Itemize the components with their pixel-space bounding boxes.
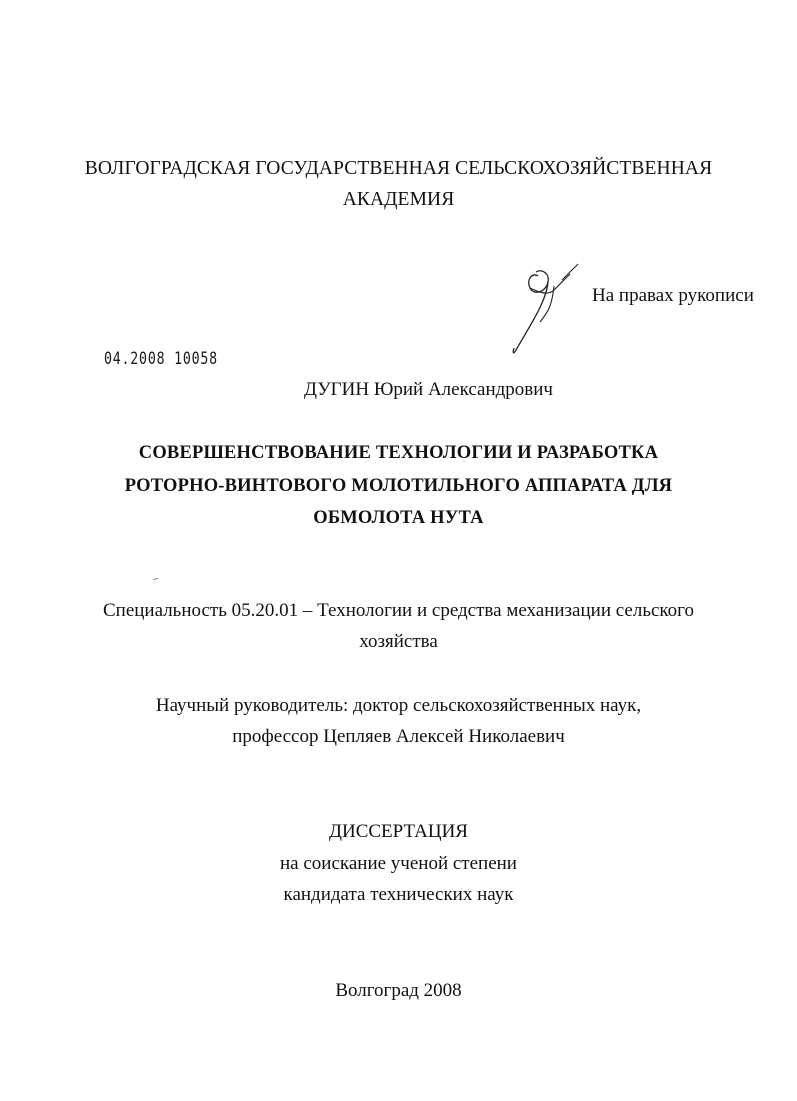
institution-line-2: АКАДЕМИЯ — [342, 189, 455, 210]
title-line-2: РОТОРНО-ВИНТОВОГО МОЛОТИЛЬНОГО АППАРАТА ДЛЯ — [124, 476, 673, 496]
author-name: ДУГИН Юрий Александрович — [304, 379, 553, 400]
specialty-line-1: Специальность 05.20.01 – Технологии и средства механизации сельского — [102, 600, 694, 621]
supervisor-line-2: профессор Цепляев Алексей Николаевич — [232, 726, 565, 747]
dissertation-label: ДИССЕРТАЦИЯ — [329, 821, 468, 842]
scan-speck — [153, 578, 158, 580]
manuscript-note: На правах рукописи — [592, 285, 754, 306]
signature-icon — [508, 262, 598, 357]
specialty-line-2: хозяйства — [359, 631, 438, 652]
place-year: Волгоград 2008 — [335, 980, 462, 1001]
dissertation-field-line: кандидата технических наук — [283, 884, 514, 905]
supervisor-line-1: Научный руководитель: доктор сельскохозяйственных наук, — [155, 695, 642, 716]
dissertation-degree-line: на соискание ученой степени — [280, 853, 517, 874]
archive-stamp: 04.2008 10058 — [104, 349, 218, 369]
title-line-1: СОВЕРШЕНСТВОВАНИЕ ТЕХНОЛОГИИ И РАЗРАБОТКА — [138, 443, 659, 463]
title-line-3: ОБМОЛОТА НУТА — [313, 508, 484, 528]
institution-line-1: ВОЛГОГРАДСКАЯ ГОСУДАРСТВЕННАЯ СЕЛЬСКОХОЗЯЙСТВЕННАЯ — [84, 158, 713, 179]
